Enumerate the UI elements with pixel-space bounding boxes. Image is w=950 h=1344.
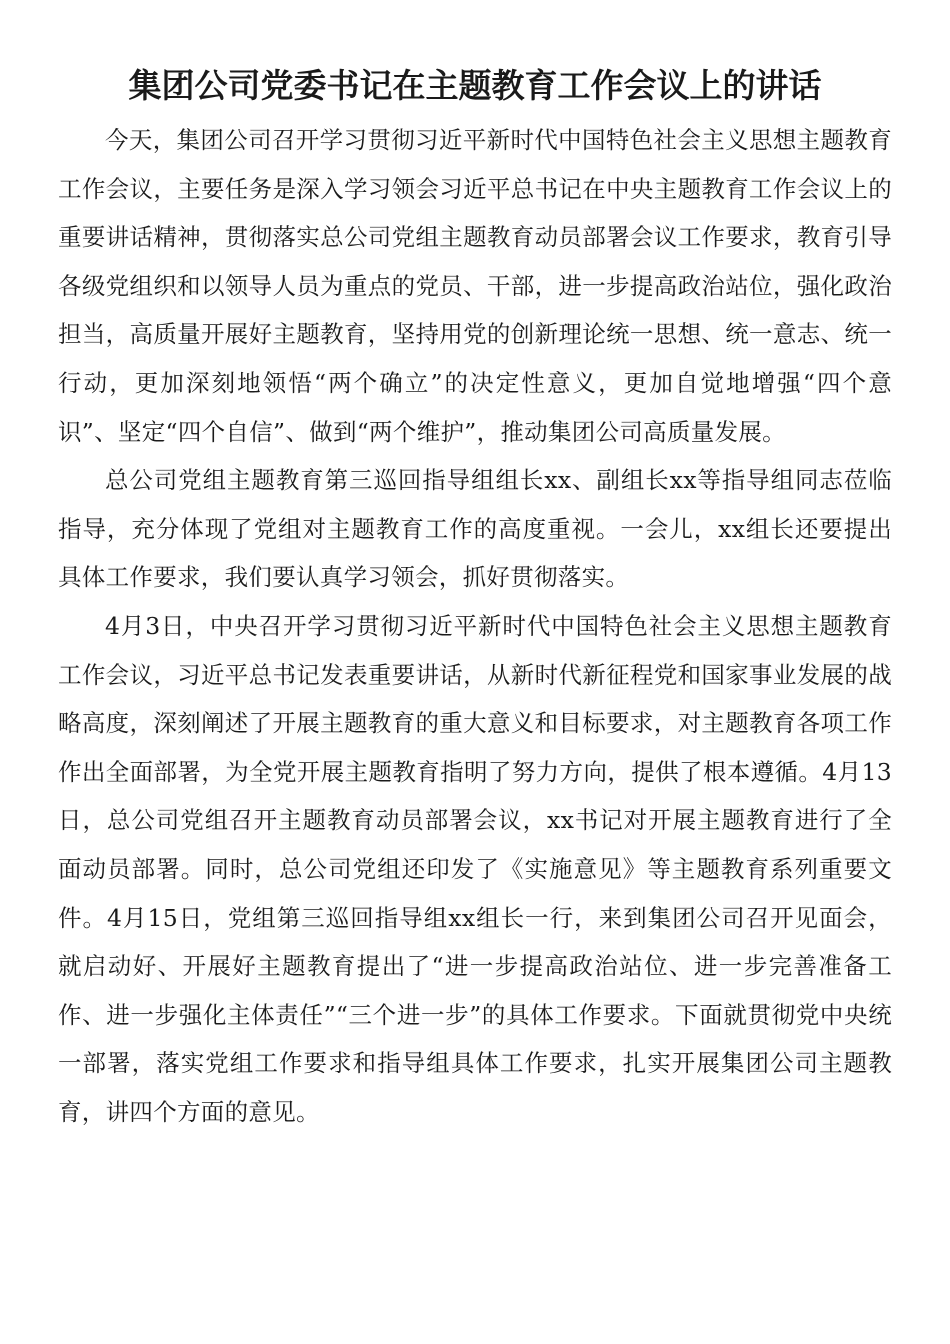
paragraph-3: 4月3日，中央召开学习贯彻习近平新时代中国特色社会主义思想主题教育工作会议，习近平总书记发表重要讲话，从新时代新征程党和国家事业发展的战略高度，深刻阐述了开展主题教育的重大意义和目标要求，对主题教育各项工作作出全面部署，为全党开展主题教育指明了努力方向，提供了根本遵循。4月13日，总公司党组召开主题教育动员部署会议，xx书记对开展主题教育进行了全面动员部署。同时，总公司党组还印发了《实施意见》等主题教育系列重要文件。4月15日，党组第三巡回指导组xx组长一行，来到集团公司召开见面会，就启动好、开展好主题教育提出了“进一步提高政治站位、进一步完善准备工作、进一步强化主体责任”“三个进一步”的具体工作要求。下面就贯彻党中央统一部署，落实党组工作要求和指导组具体工作要求，扎实开展集团公司主题教育，讲四个方面的意见。 [58, 611, 892, 1126]
paragraph-1: 今天，集团公司召开学习贯彻习近平新时代中国特色社会主义思想主题教育工作会议，主要任务是深入学习领会习近平总书记在中央主题教育工作会议上的重要讲话精神，贯彻落实总公司党组主题教育动员部署会议工作要求，教育引导各级党组织和以领导人员为重点的党员、干部，进一步提高政治站位，强化政治担当，高质量开展好主题教育，坚持用党的创新理论统一思想、统一意志、统一行动，更加深刻地领悟“两个确立”的决定性意义，更加自觉地增强“四个意识”、坚定“四个自信”、做到“两个维护”，推动集团公司高质量发展。 [58, 126, 892, 446]
document-page [58, 62, 892, 1136]
document-title: 集团公司党委书记在主题教育工作会议上的讲话 [128, 66, 822, 105]
paragraph-2: 总公司党组主题教育第三巡回指导组组长xx、副组长xx等指导组同志莅临指导，充分体现了党组对主题教育工作的高度重视。一会儿，xx组长还要提出具体工作要求，我们要认真学习领会，抓好贯彻落实。 [58, 466, 892, 592]
